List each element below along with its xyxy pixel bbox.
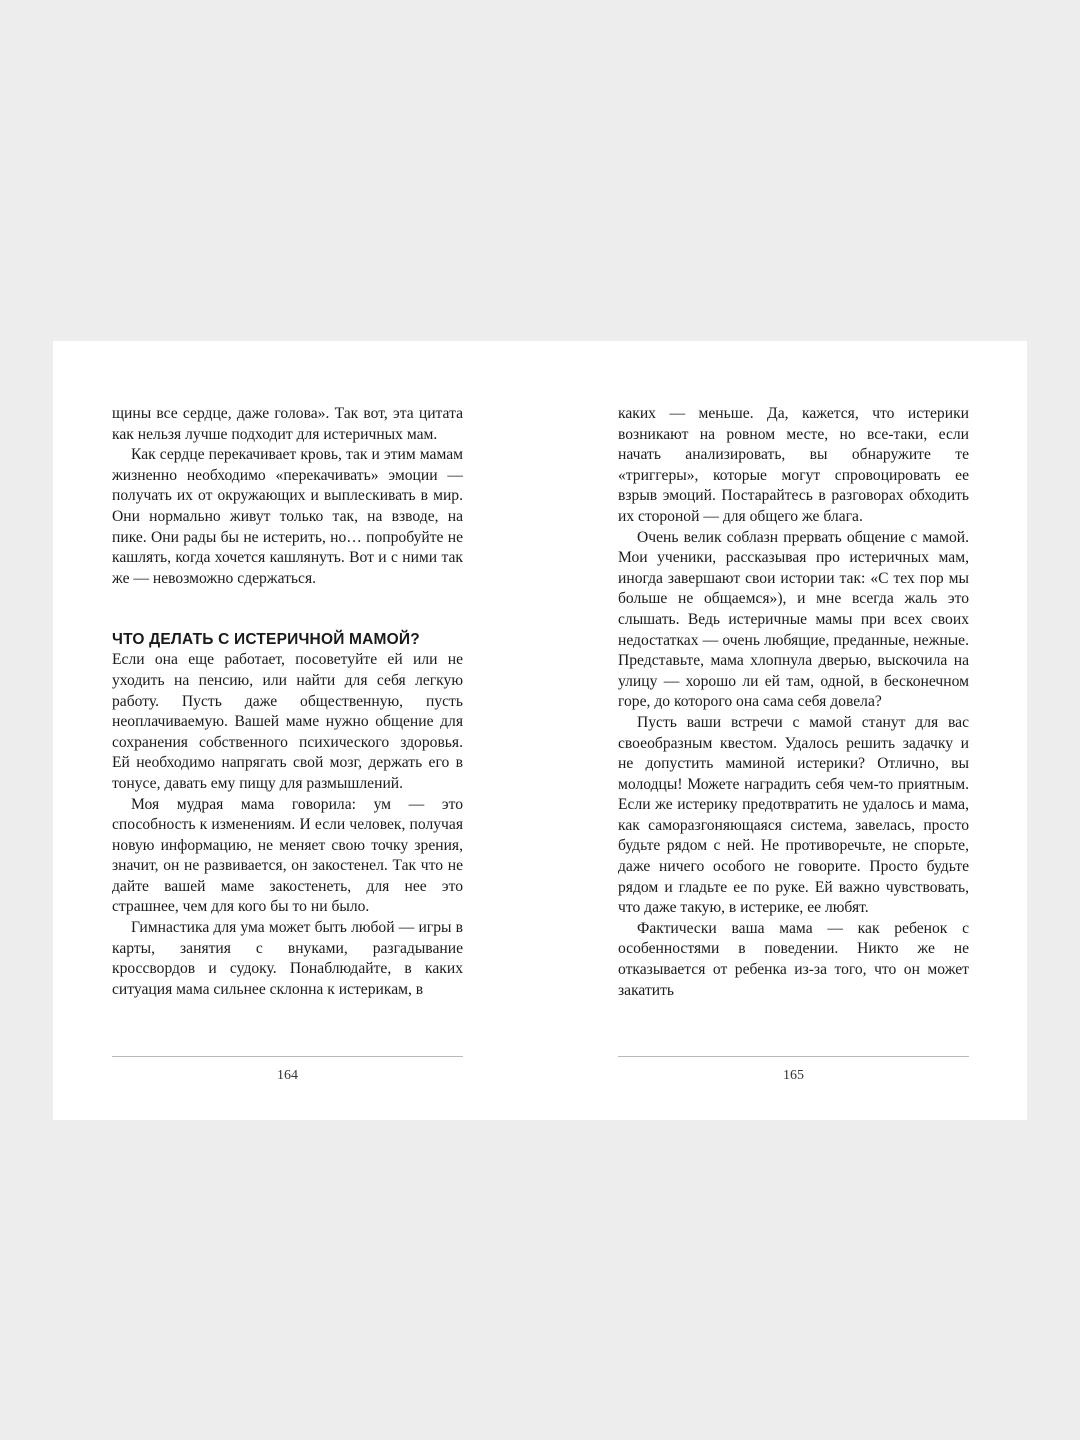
- right-page: [618, 404, 969, 1083]
- page-number: 165: [783, 1068, 804, 1083]
- paragraph: щины все сердце, даже голова». Так вот, эта цитата как нельзя лучше подходит для истеричных мам.: [112, 405, 463, 443]
- paragraph: Если она еще работает, посоветуйте ей или не уходить на пенсию, или найти для себя легкую работу. Пусть даже общественную, пусть неоплачиваемую. Вашей маме нужно общение для сохранения собственного психического здоровья. Ей необходимо напрягать свой мозг, держать его в тонусе, давать ему пищу для размышлений.: [112, 651, 463, 792]
- paragraph: Очень велик соблазн прервать общение с мамой. Мои ученики, рассказывая про истеричных мам, иногда завершают свои истории так: «С тех пор мы больше не общаемся»), и мне всегда жаль это слышать. Ведь истеричные мамы при всех своих недостатках — очень любящие, преданные, нежные. Представьте, мама хлопнула дверью, выскочила на улицу — хорошо ли ей там, одной, в бесконечном горе, до которого она сама себя довела?: [618, 528, 969, 711]
- paragraph: каких — меньше. Да, кажется, что истерики возникают на ровном месте, но все-таки, если начать анализировать, вы обнаружите те «триггеры», которые могут спровоцировать ее взрыв эмоций. Постарайтесь в разговорах обходить их стороной — для общего же блага.: [618, 405, 969, 525]
- paragraph: Как сердце перекачивает кровь, так и этим мамам жизненно необходимо «перекачивать» эмоции — получать их от окружающих и выплескивать в мир. Они нормально живут только так, на взводе, на пике. Они рады бы не истерить, но… попробуйте не кашлять, когда хочется кашлянуть. Вот и с ними так же — невозможно сдержаться.: [112, 446, 463, 587]
- page-number: 164: [277, 1068, 298, 1083]
- paragraph: Моя мудрая мама говорила: ум — это способность к изменениям. И если человек, получая новую информацию, не меняет свою точку зрения, значит, он не развивается, он закостенел. Так что не дайте вашей маме закостенеть, для нее это страшнее, чем для кого бы то ни было.: [112, 795, 463, 916]
- paragraph: Гимнастика для ума может быть любой — игры в карты, занятия с внуками, разгадывание кроссвордов и судоку. Понаблюдайте, в каких ситуация мама сильнее склонна к истерикам, в: [112, 919, 463, 998]
- book-spread: [53, 341, 1027, 1120]
- paragraph: Фактически ваша мама — как ребенок с особенностями в поведении. Никто же не отказывается от ребенка из-за того, что он может закатить: [618, 919, 969, 999]
- footer-rule: [618, 1056, 969, 1057]
- right-page-text: [618, 404, 969, 1030]
- footer-rule: [112, 1056, 463, 1057]
- left-page-text: [112, 404, 463, 1030]
- section-heading: ЧТО ДЕЛАТЬ С ИСТЕРИЧНОЙ МАМОЙ?: [112, 631, 420, 649]
- left-page: [112, 404, 463, 1083]
- paragraph: Пусть ваши встречи с мамой станут для вас своеобразным квестом. Удалось решить задачку и не допустить маминой истерики? Отлично, вы молодцы! Можете наградить себя чем-то приятным. Если же истерику предотвратить не удалось и мама, как саморазгоняющаяся система, завелась, просто будьте рядом с ней. Не противоречьте, не спорьте, даже ничего особого не говорите. Просто будьте рядом и гладьте ее по руке. Ей важно чувствовать, что даже такую, в истерике, ее любят.: [618, 713, 969, 917]
